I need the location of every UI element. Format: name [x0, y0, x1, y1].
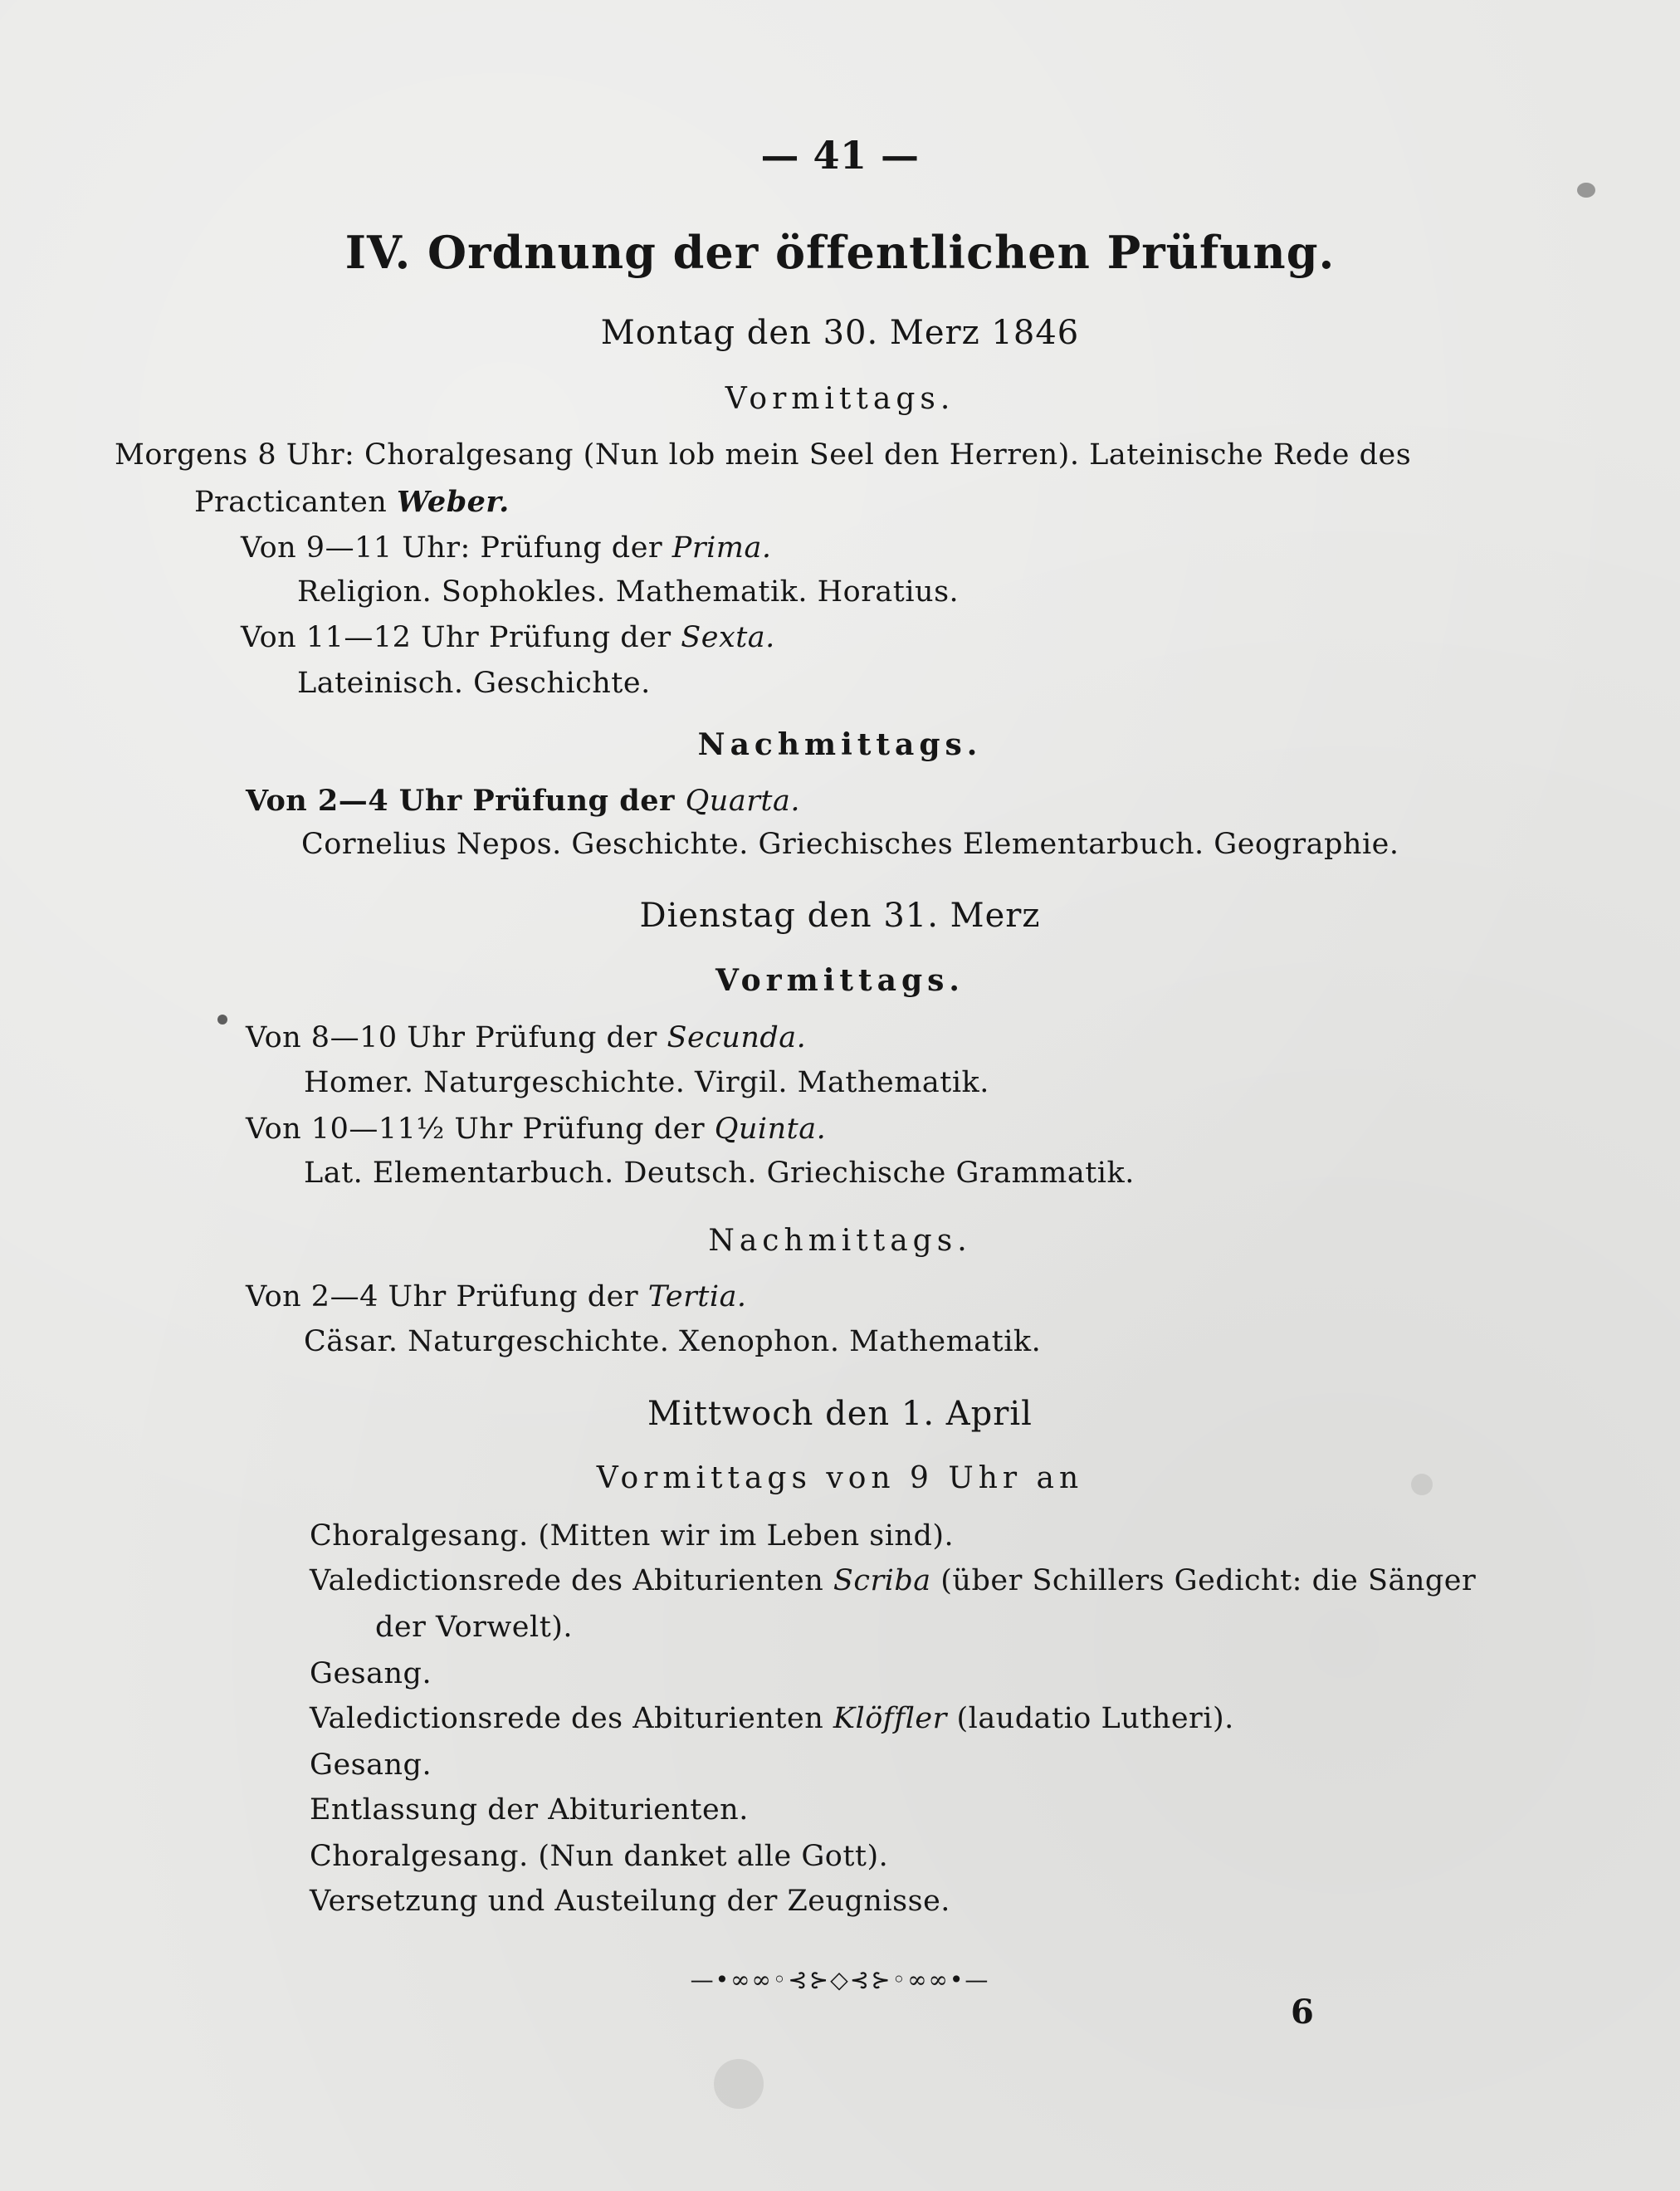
wednesday-item7: Choralgesang. (Nun danket alle Gott). [310, 1840, 889, 1873]
prima-subjects: Religion. Sophokles. Mathematik. Horatius. [297, 575, 960, 609]
paper-speck [714, 2059, 764, 2109]
tertia-line: Von 2—4 Uhr Prüfung der Tertia. [246, 1280, 747, 1313]
page-number: — 41 — [760, 133, 920, 178]
paper-speck [217, 1015, 227, 1025]
wednesday-item2: Valedictionsrede des Abiturienten Scriba (über Schillers Gedicht: die Sänger [310, 1564, 1477, 1597]
quinta-line: Von 10—11½ Uhr Prüfung der Quinta. [246, 1113, 827, 1146]
wednesday-item2-cont: der Vorwelt). [375, 1611, 574, 1644]
secunda-line: Von 8—10 Uhr Prüfung der Secunda. [246, 1021, 807, 1054]
prima-line: Von 9—11 Uhr: Prüfung der Prima. [241, 531, 772, 565]
wednesday-item1: Choralgesang. (Mitten wir im Leben sind). [310, 1519, 955, 1553]
wednesday-item4: Valedictionsrede des Abiturienten Klöffler (laudatio Lutheri). [310, 1702, 1234, 1735]
paper-speck [1577, 183, 1595, 198]
monday-line2: Practicanten Weber. [194, 485, 510, 519]
wednesday-item3: Gesang. [310, 1657, 432, 1690]
quarta-line: Von 2—4 Uhr Prüfung der Quarta. [246, 784, 800, 818]
wednesday-item6: Entlassung der Abiturienten. [310, 1793, 749, 1827]
monday-line1: Morgens 8 Uhr: Choralgesang (Nun lob mein Seel den Herren). Lateinische Rede des [115, 438, 1412, 472]
tertia-subjects: Cäsar. Naturgeschichte. Xenophon. Mathematik. [304, 1325, 1042, 1358]
tuesday-afternoon-label: Nachmittags. [708, 1224, 972, 1258]
page-title: IV. Ordnung der öffentlichen Prüfung. [344, 226, 1336, 279]
wednesday-item5: Gesang. [310, 1748, 432, 1782]
sexta-line: Von 11—12 Uhr Prüfung der Sexta. [241, 621, 775, 654]
monday-morning-label: Vormittags. [725, 382, 955, 416]
signature-mark: 6 [1291, 1993, 1314, 2032]
wednesday-date: Mittwoch den 1. April [647, 1395, 1033, 1433]
monday-date: Montag den 30. Merz 1846 [600, 314, 1080, 352]
tuesday-morning-label: Vormittags. [715, 963, 965, 998]
secunda-subjects: Homer. Naturgeschichte. Virgil. Mathematik. [304, 1066, 989, 1099]
tuesday-date: Dienstag den 31. Merz [639, 897, 1041, 935]
wednesday-morning-label: Vormittags von 9 Uhr an [596, 1461, 1084, 1495]
ornament-divider: —•∞∞◦⊰⊱◇⊰⊱◦∞∞•— [690, 1966, 990, 1993]
quinta-subjects: Lat. Elementarbuch. Deutsch. Griechische Grammatik. [304, 1157, 1135, 1190]
wednesday-item8: Versetzung und Austeilung der Zeugnisse. [310, 1885, 950, 1918]
sexta-subjects: Lateinisch. Geschichte. [297, 667, 651, 700]
monday-afternoon-label: Nachmittags. [697, 727, 983, 762]
quarta-subjects: Cornelius Nepos. Geschichte. Griechisches Elementarbuch. Geographie. [301, 828, 1399, 861]
